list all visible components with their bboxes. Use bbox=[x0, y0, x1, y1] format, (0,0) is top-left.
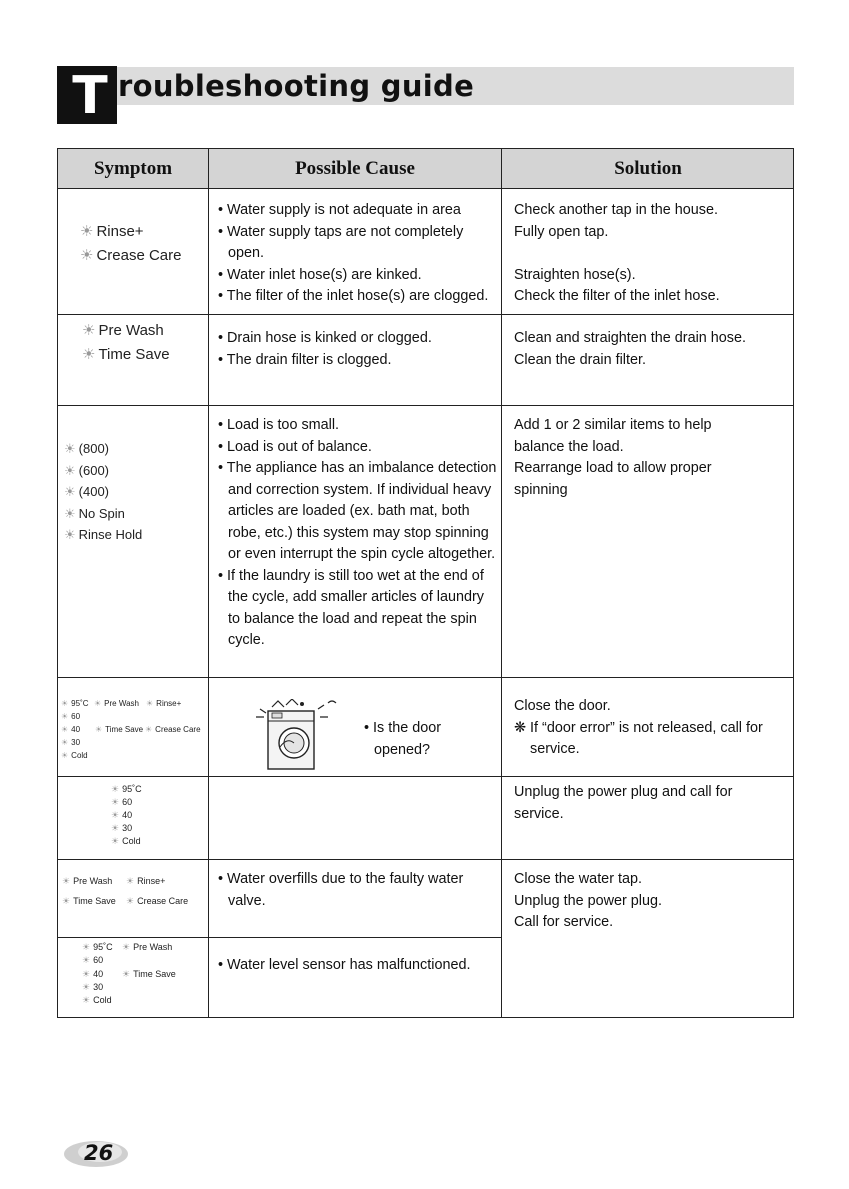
solution-cell bbox=[514, 782, 774, 825]
list-item: Rearrange load to allow proper spinning bbox=[514, 460, 712, 498]
list-item: Add 1 or 2 similar items to help balance the load. bbox=[514, 417, 712, 455]
blinking-lamp-icon: ☀ bbox=[80, 223, 94, 240]
list-item: ☀ 30 bbox=[61, 737, 80, 750]
blinking-lamp-icon: ☀ bbox=[62, 896, 71, 906]
list-item: • Water inlet hose(s) are kinked. bbox=[218, 266, 422, 283]
list-item: ☀ Crease Care bbox=[145, 724, 201, 737]
blinking-lamp-icon: ☀ bbox=[126, 876, 135, 886]
list-item: • Drain hose is kinked or clogged. bbox=[218, 330, 432, 346]
list-item: • Load is out of balance. bbox=[218, 438, 372, 455]
symptom-cell bbox=[82, 941, 206, 1017]
blinking-lamp-icon: ☀ bbox=[94, 699, 102, 708]
list-item: • Water level sensor has malfunctioned. bbox=[218, 957, 471, 973]
blinking-lamp-icon: ☀ bbox=[64, 505, 76, 521]
list-item: ☀ 40 bbox=[111, 810, 133, 820]
row-divider bbox=[58, 776, 793, 777]
cause-cell bbox=[218, 415, 498, 652]
list-item: ☀ Time Save bbox=[95, 724, 143, 737]
list-item: Straighten hose(s). bbox=[514, 266, 636, 283]
list-item: ☀ Time Save bbox=[62, 896, 116, 906]
list-item: ☀ 60 bbox=[82, 955, 104, 965]
blinking-lamp-icon: ☀ bbox=[82, 955, 91, 965]
list-item: ☀ 40 bbox=[82, 969, 104, 979]
blinking-lamp-icon: ☀ bbox=[64, 527, 76, 542]
blinking-lamp-icon: ☀ bbox=[122, 969, 131, 979]
list-item: • Is the door opened? bbox=[364, 720, 442, 758]
list-item: ☀ Rinse+ bbox=[126, 876, 166, 886]
row-divider bbox=[58, 677, 793, 678]
list-item: ☀ Cold bbox=[82, 995, 112, 1005]
list-item: • Water supply is not adequate in area bbox=[218, 202, 461, 218]
list-item: ☀ Cold bbox=[111, 836, 141, 846]
list-item: ☀ 60 bbox=[111, 797, 133, 807]
page-number: 26 bbox=[84, 1141, 114, 1165]
list-item: ☀ 40 bbox=[61, 724, 80, 737]
solution-cell bbox=[514, 200, 788, 308]
symptom-cell bbox=[62, 875, 207, 915]
solution-cell bbox=[514, 696, 788, 761]
list-item: Close the water tap. bbox=[514, 871, 642, 887]
list-item: ☀ 95˚C bbox=[82, 942, 113, 952]
blinking-lamp-icon: ☀ bbox=[61, 725, 69, 734]
blinking-lamp-icon: ☀ bbox=[111, 836, 120, 846]
list-item: Clean the drain filter. bbox=[514, 351, 646, 368]
blinking-lamp-icon: ☀ bbox=[146, 699, 154, 708]
blinking-lamp-icon: ☀ bbox=[122, 942, 131, 952]
row-divider bbox=[58, 859, 793, 860]
solution-cell bbox=[514, 328, 788, 371]
blinking-lamp-icon: ☀ bbox=[145, 725, 153, 734]
list-item: ☀ Pre Wash bbox=[122, 942, 173, 952]
symptom-cell bbox=[64, 438, 142, 546]
list-item: ☀ 95˚C bbox=[111, 784, 142, 794]
list-item: ☀ 30 bbox=[82, 982, 104, 992]
blinking-lamp-icon: ☀ bbox=[80, 247, 94, 264]
list-item: ☀ Pre Wash bbox=[82, 319, 170, 343]
list-item: ☀ Crease Care bbox=[80, 244, 182, 268]
blinking-lamp-icon: ☀ bbox=[82, 969, 91, 979]
cause-cell bbox=[218, 955, 498, 977]
blinking-lamp-icon: ☀ bbox=[111, 823, 120, 833]
cause-cell bbox=[218, 869, 498, 912]
list-item: ☀ Rinse Hold bbox=[64, 524, 142, 546]
blinking-lamp-icon: ☀ bbox=[111, 784, 120, 794]
list-item: ☀ Cold bbox=[61, 750, 88, 763]
blinking-lamp-icon: ☀ bbox=[82, 982, 91, 992]
list-item: ☀ Pre Wash bbox=[62, 876, 113, 886]
list-item: ☀ No Spin bbox=[64, 503, 142, 525]
blinking-lamp-icon: ☀ bbox=[95, 725, 103, 734]
blinking-lamp-icon: ☀ bbox=[64, 462, 76, 478]
list-item: ☀ 30 bbox=[111, 823, 133, 833]
blinking-lamp-icon: ☀ bbox=[82, 346, 96, 363]
list-item: • The appliance has an imbalance detection and correction system. If individual heavy articles are loaded (ex. bath mat, both robe, etc.) this system may stop spinning or even interrupt the spin cycle altogether. bbox=[218, 460, 497, 562]
washing-machine-door-icon bbox=[242, 699, 342, 775]
blinking-lamp-icon: ☀ bbox=[62, 876, 71, 886]
header-symptom: Symptom bbox=[93, 158, 173, 179]
header-solution: Solution bbox=[614, 158, 682, 179]
blinking-lamp-icon: ☀ bbox=[61, 751, 69, 760]
list-item: ☀ Crease Care bbox=[126, 896, 189, 906]
list-item: • The filter of the inlet hose(s) are clogged. bbox=[218, 288, 489, 304]
list-item: Check the filter of the inlet hose. bbox=[514, 288, 720, 304]
list-item: • Water supply taps are not completely open. bbox=[218, 223, 464, 261]
solution-cell bbox=[514, 415, 744, 501]
column-divider bbox=[501, 149, 502, 1017]
list-item: ☀ (600) bbox=[64, 460, 142, 482]
blinking-lamp-icon: ☀ bbox=[61, 712, 69, 721]
header-possible-cause: Possible Cause bbox=[295, 158, 415, 179]
cause-cell bbox=[364, 717, 494, 761]
symptom-cell bbox=[61, 698, 206, 768]
blinking-lamp-icon: ☀ bbox=[61, 699, 69, 708]
blinking-lamp-icon: ☀ bbox=[82, 942, 91, 952]
list-item: Call for service. bbox=[514, 914, 614, 930]
column-divider bbox=[208, 149, 209, 1017]
list-item: • The drain filter is clogged. bbox=[218, 351, 392, 368]
list-item: ☀ Time Save bbox=[122, 969, 176, 979]
list-item: ☀ (400) bbox=[64, 481, 142, 503]
blinking-lamp-icon: ☀ bbox=[111, 810, 120, 820]
list-item: Clean and straighten the drain hose. bbox=[514, 330, 747, 346]
troubleshooting-table bbox=[57, 148, 794, 1018]
list-item: ☀ Time Save bbox=[82, 343, 170, 367]
cause-cell bbox=[218, 328, 500, 371]
symptom-cell bbox=[111, 783, 142, 848]
symptom-cell bbox=[80, 220, 182, 268]
list-item: Fully open tap. bbox=[514, 223, 609, 240]
cause-cell bbox=[218, 200, 500, 308]
blinking-lamp-icon: ☀ bbox=[82, 322, 96, 339]
list-item: Check another tap in the house. bbox=[514, 202, 719, 218]
row-divider bbox=[58, 405, 793, 406]
list-item: Unplug the power plug. bbox=[514, 892, 663, 909]
title-initial-letter: T bbox=[72, 66, 108, 126]
list-item: ☀ Rinse+ bbox=[146, 698, 181, 711]
list-item: ❋ If “door error” is not released, call for service. bbox=[514, 719, 763, 757]
row-divider bbox=[58, 314, 793, 315]
list-item: ☀ 60 bbox=[61, 711, 80, 724]
list-item: • Load is too small. bbox=[218, 417, 340, 433]
list-item: ☀ Rinse+ bbox=[80, 220, 182, 244]
list-item: ☀ Pre Wash bbox=[94, 698, 139, 711]
blinking-lamp-icon: ☀ bbox=[126, 896, 135, 906]
solution-cell bbox=[514, 869, 774, 934]
blinking-lamp-icon: ☀ bbox=[64, 484, 76, 499]
page-title: roubleshooting guide bbox=[118, 69, 475, 103]
blinking-lamp-icon: ☀ bbox=[82, 995, 91, 1005]
list-item: • If the laundry is still too wet at the end of the cycle, add smaller articles of laundry to balance the load and repeat the spin cycle. bbox=[218, 567, 484, 648]
blinking-lamp-icon: ☀ bbox=[61, 738, 69, 747]
row-divider bbox=[58, 937, 502, 938]
symptom-cell bbox=[82, 319, 170, 367]
list-item: Close the door. bbox=[514, 698, 611, 714]
blinking-lamp-icon: ☀ bbox=[64, 441, 76, 456]
list-item: ☀ 95˚C bbox=[61, 698, 89, 711]
list-item: • Water overfills due to the faulty water valve. bbox=[218, 871, 464, 909]
blinking-lamp-icon: ☀ bbox=[111, 797, 120, 807]
list-item: Unplug the power plug and call for service. bbox=[514, 784, 733, 822]
list-item: ☀ (800) bbox=[64, 438, 142, 460]
